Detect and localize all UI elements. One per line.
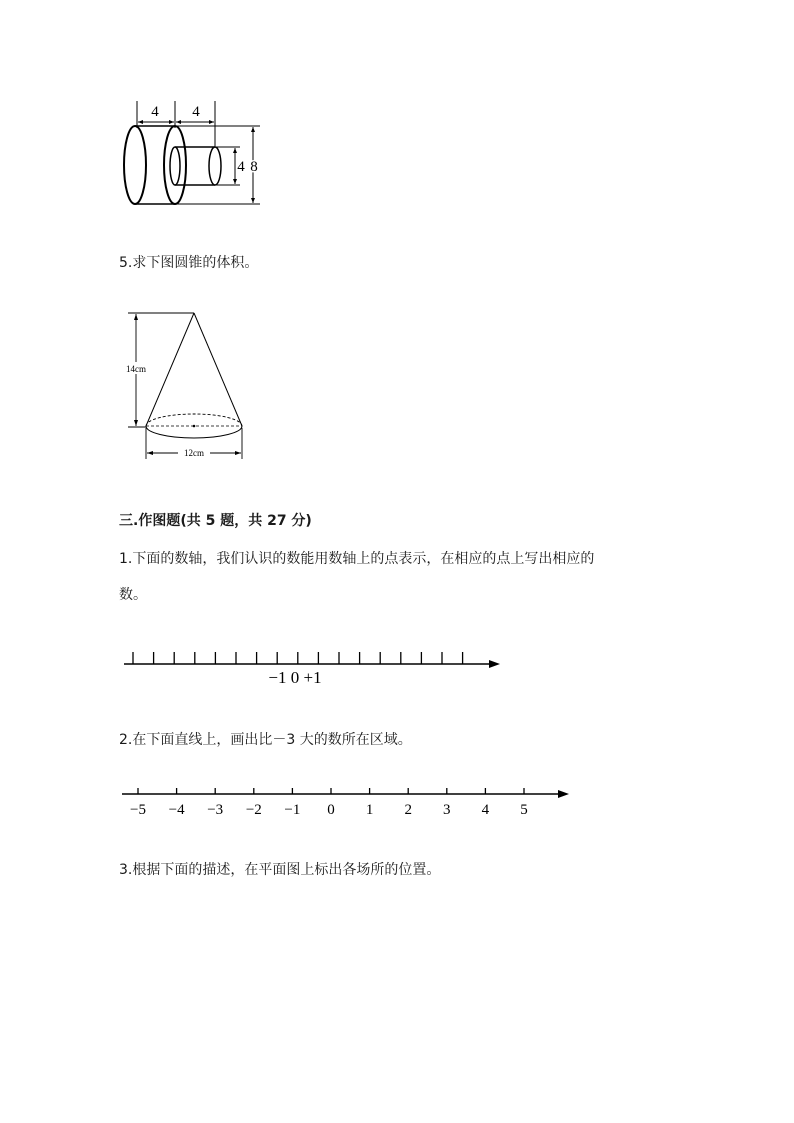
number-line-2-label: 4 [481, 802, 490, 818]
dim-inner-height: 4 [237, 159, 245, 175]
section-3-title: 三.作图题(共 5 题，共 27 分) [119, 513, 312, 529]
number-line-2 [118, 782, 578, 827]
number-line-2-label: 5 [520, 802, 528, 818]
question-1-line-1: 1.下面的数轴，我们认识的数能用数轴上的点表示，在相应的点上写出相应的 [119, 551, 595, 567]
question-5-text: 5.求下图圆锥的体积。 [119, 255, 259, 271]
axis-label-minus1-0-plus1: −1 0 +1 [268, 668, 322, 687]
dim-top-left: 4 [151, 104, 159, 120]
question-3-text: 3.根据下面的描述，在平面图上标出各场所的位置。 [119, 862, 441, 878]
number-line-2-label: 1 [365, 802, 374, 818]
number-line-1 [120, 645, 505, 690]
cone-diameter-label: 12cm [184, 448, 204, 458]
number-line-2-label: 3 [443, 802, 451, 818]
question-2-text: 2.在下面直线上，画出比－3 大的数所在区域。 [119, 732, 412, 748]
cone-figure [118, 302, 258, 467]
dim-outer-height: 8 [250, 159, 258, 175]
stepped-cylinder-figure [115, 95, 275, 215]
number-line-2-label: −5 [130, 802, 146, 818]
question-1-line-2: 数。 [119, 587, 147, 603]
dim-top-right: 4 [192, 104, 200, 120]
number-line-2-label: 2 [404, 802, 412, 818]
cone-height-label: 14cm [126, 364, 146, 374]
number-line-2-label: −4 [168, 802, 185, 818]
number-line-2-label: −3 [207, 802, 224, 818]
number-line-2-label: −1 [284, 802, 301, 818]
number-line-2-label: 0 [327, 802, 335, 818]
number-line-2-label: −2 [245, 802, 262, 818]
